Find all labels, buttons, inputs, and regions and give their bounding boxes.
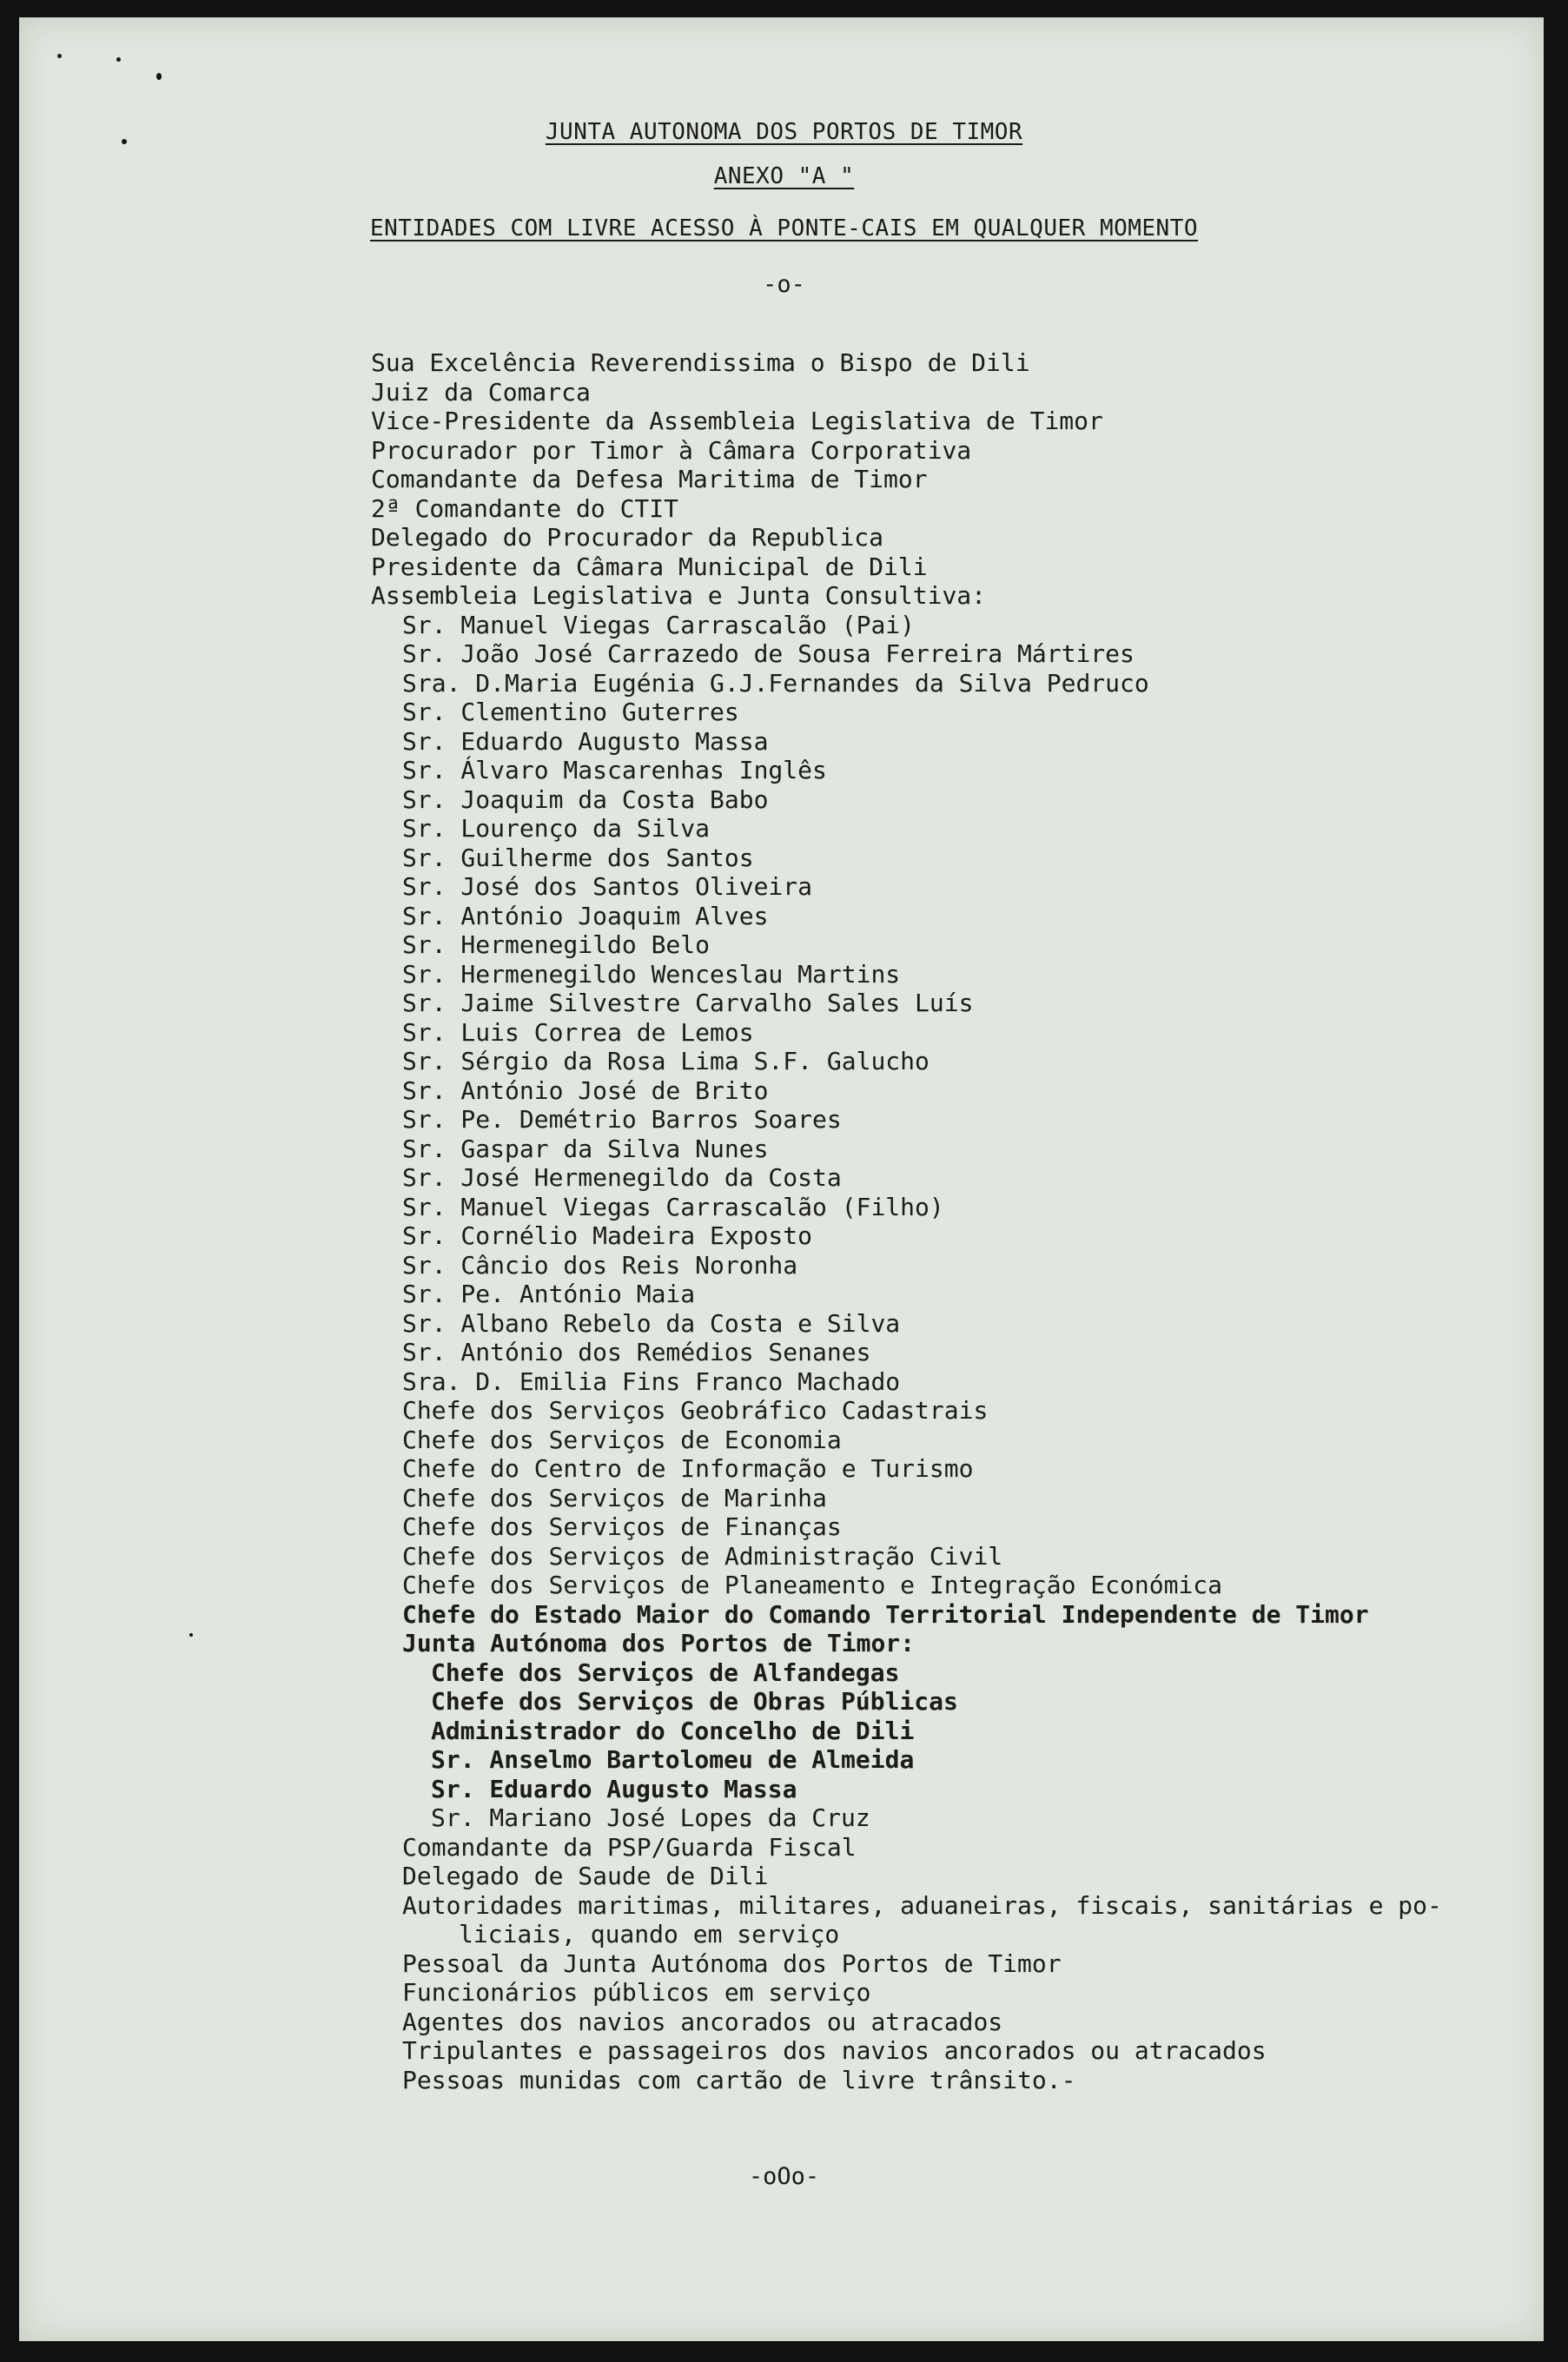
list-item: Sra. D. Emilia Fins Franco Machado: [402, 1366, 901, 1396]
list-item: Sr. Clementino Guterres: [402, 698, 739, 726]
list-item: Autoridades maritimas, militares, aduaneiras, fiscais, sanitárias e po-: [402, 1890, 1442, 1920]
list-item: Chefe dos Serviços de Alfandegas: [431, 1657, 900, 1687]
list-item: Comandante da Defesa Maritima de Timor: [371, 465, 928, 493]
entity-list: [0, 348, 1568, 2094]
list-item: Assembleia Legislativa e Junta Consultiva:: [371, 581, 987, 610]
list-item: Sr. Guilherme dos Santos: [402, 843, 754, 872]
list-item: Juiz da Comarca: [371, 377, 591, 407]
list-item: Sr. Álvaro Mascarenhas Inglês: [402, 756, 827, 784]
list-item: Sr. Gaspar da Silva Nunes: [402, 1134, 769, 1163]
list-item: Sr. Lourenço da Silva: [402, 814, 711, 843]
list-item: Sr. João José Carrazedo de Sousa Ferreira Mártires: [402, 639, 1135, 668]
list-item: Chefe do Estado Maior do Comando Territorial Independente de Timor: [402, 1599, 1369, 1629]
list-item: Sr. Eduardo Augusto Massa: [431, 1774, 797, 1803]
list-item: Sr. António Joaquim Alves: [402, 901, 769, 930]
list-item: Sr. Pe. Demétrio Barros Soares: [402, 1105, 842, 1134]
list-item: Sr. Anselmo Bartolomeu de Almeida: [431, 1745, 915, 1774]
list-item: Chefe dos Serviços de Finanças: [402, 1512, 842, 1541]
list-item: Chefe dos Serviços de Marinha: [402, 1483, 827, 1512]
list-item: Chefe dos Serviços de Obras Públicas: [431, 1687, 958, 1716]
list-item: Vice-Presidente da Assembleia Legislativa de Timor: [371, 407, 1103, 435]
list-item: Chefe dos Serviços de Economia: [402, 1425, 842, 1454]
list-item: Sua Excelência Reverendissima o Bispo de Dili: [371, 348, 1030, 377]
list-item: Delegado do Procurador da Republica: [371, 523, 884, 552]
list-item: 2ª Comandante do CTIT: [371, 493, 679, 523]
list-item: Chefe dos Serviços de Administração Civil: [402, 1541, 1003, 1571]
list-item: Delegado de Saude de Dili: [402, 1862, 769, 1890]
annex-label: ANEXO "A ": [713, 163, 855, 189]
list-item: Chefe dos Serviços Geobráfico Cadastrais: [402, 1396, 989, 1425]
organization-title: JUNTA AUTONOMA DOS PORTOS DE TIMOR: [545, 119, 1023, 145]
list-item: Sr. Hermenegildo Belo: [402, 930, 711, 959]
scan-speck: [57, 54, 62, 58]
list-item: Funcionários públicos em serviço: [402, 1978, 871, 2007]
list-item: Sr. Eduardo Augusto Massa: [402, 726, 769, 756]
list-item: Sr. José dos Santos Oliveira: [402, 872, 813, 901]
list-item: Sr. Albano Rebelo da Costa e Silva: [402, 1308, 901, 1338]
separator: -o-: [763, 271, 805, 298]
list-item: Sr. António dos Remédios Senanes: [402, 1338, 871, 1366]
list-item: Administrador do Concelho de Dili: [431, 1716, 915, 1745]
scan-speck: [116, 57, 121, 62]
list-item: Pessoal da Junta Autónoma dos Portos de Timor: [402, 1948, 1062, 1978]
list-item: Sr. Manuel Viegas Carrascalão (Pai): [402, 610, 916, 639]
list-item: Chefe do Centro de Informação e Turismo: [402, 1454, 974, 1483]
list-item: Sr. Sérgio da Rosa Lima S.F. Galucho: [402, 1047, 930, 1075]
list-item: Procurador por Timor à Câmara Corporativa: [371, 435, 972, 465]
list-item: Junta Autónoma dos Portos de Timor:: [402, 1629, 916, 1657]
list-item: Sr. José Hermenegildo da Costa: [402, 1163, 842, 1192]
list-item: Sr. Luis Correa de Lemos: [402, 1017, 754, 1047]
list-item: Tripulantes e passageiros dos navios ancorados ou atracados: [402, 2036, 1267, 2065]
document-subject: ENTIDADES COM LIVRE ACESSO À PONTE-CAIS EM QUALQUER MOMENTO: [369, 215, 1199, 241]
list-item: Sr. António José de Brito: [402, 1075, 769, 1105]
list-item: Sr. Joaquim da Costa Babo: [402, 784, 769, 814]
list-item: Agentes dos navios ancorados ou atracados: [402, 2007, 1003, 2036]
list-item: Sr. Hermenegildo Wenceslau Martins: [402, 959, 901, 989]
end-mark: -oOo-: [748, 2163, 820, 2190]
list-item: Sr. Cornélio Madeira Exposto: [402, 1221, 813, 1250]
list-item: Sr. Câncio dos Reis Noronha: [402, 1250, 798, 1280]
list-item: Sr. Manuel Viegas Carrascalão (Filho): [402, 1192, 944, 1221]
list-item: Sra. D.Maria Eugénia G.J.Fernandes da Silva Pedruco: [402, 668, 1149, 698]
list-item: Sr. Pe. António Maia: [402, 1280, 696, 1308]
list-item: Sr. Jaime Silvestre Carvalho Sales Luís: [402, 989, 974, 1017]
list-item: Presidente da Câmara Municipal de Dili: [371, 552, 928, 581]
list-item: liciais, quando em serviço: [459, 1920, 840, 1948]
list-item: Sr. Mariano José Lopes da Cruz: [431, 1803, 870, 1832]
list-item: Chefe dos Serviços de Planeamento e Integração Económica: [402, 1571, 1223, 1599]
list-item: Pessoas munidas com cartão de livre trânsito.-: [402, 2065, 1076, 2094]
list-item: Comandante da PSP/Guarda Fiscal: [402, 1832, 857, 1862]
scan-speck: [156, 73, 162, 80]
